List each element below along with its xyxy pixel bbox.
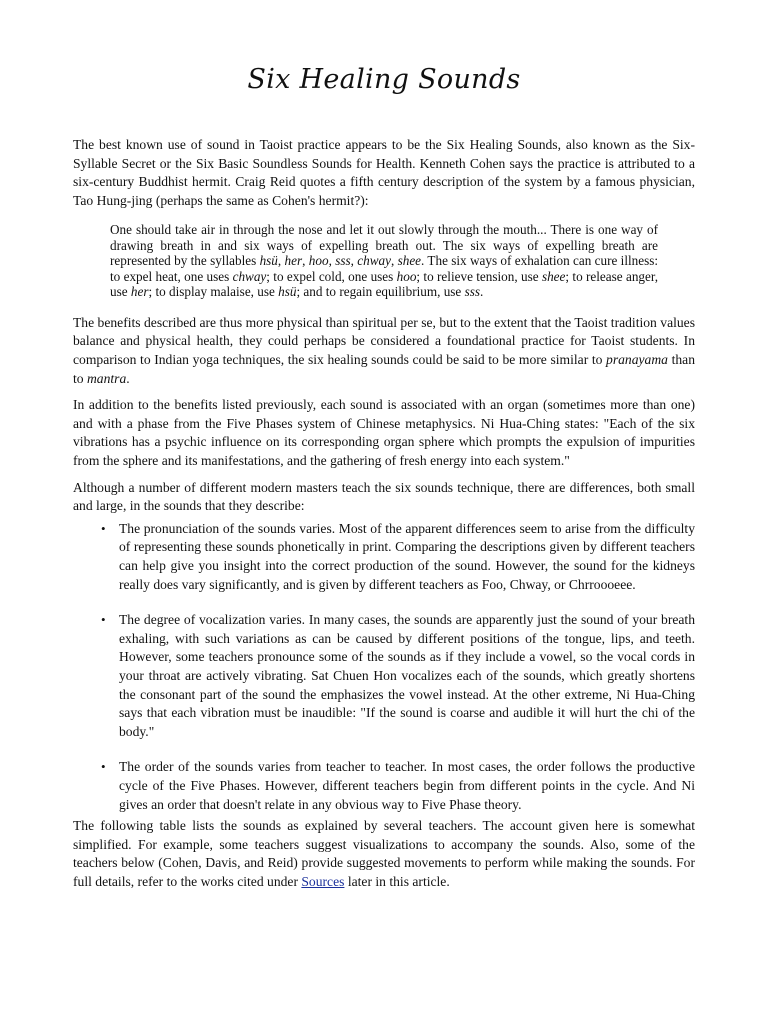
- quote-text: One should take air in through the nose and let it out slowly through the mouth... There is one way of drawing breath in and six ways of expelling breath out. The six ways of expelling breath are represented by the syllables: [110, 222, 658, 269]
- emphasis-mantra: mantra: [86, 370, 127, 386]
- quote-text: . The six ways of exhalation can cure illness: to expel heat, one uses: [110, 253, 659, 284]
- paragraph-text: later in this article.: [344, 873, 450, 889]
- intro-paragraph: The best known use of sound in Taoist practice appears to be the Six Healing Sounds, also known as the Six-Syllable Secret or the Six Basic Soundless Sounds for Health. Kenneth Cohen says the practice is attributed to a six-century Buddhist hermit. Craig Reid quotes a fifth century description of the system by a famous physician, Tao Hung-jing (perhaps the same as Cohen's hermit?):: [73, 137, 695, 208]
- bullet-icon: •: [101, 612, 106, 628]
- table-intro-paragraph: [73, 817, 695, 891]
- paragraph-text: The following table lists the sounds as explained by several teachers. The account given here is somewhat simplified. For example, some teachers suggest visualizations to accompany the sounds. Also, some of the teachers below (Cohen, Davis, and Reid) provide suggested movements to perform while making the sounds. For full details, refer to the works cited under: [73, 818, 695, 889]
- syllable: hsü: [278, 284, 297, 300]
- paragraph-text: than to: [73, 352, 695, 386]
- paragraph-text: The benefits described are thus more physical than spiritual per se, but to the extent that the Taoist tradition values balance and physical health, they could perhaps be considered a foundational practice for Taoist students. In comparison to Indian yoga techniques, the six healing sounds could be said to be more similar to: [73, 314, 695, 368]
- syllable: sss: [335, 253, 351, 269]
- page-title: Six Healing Sounds: [247, 64, 521, 95]
- syllable: hoo: [396, 268, 417, 284]
- list-item-text: The degree of vocalization varies. In many cases, the sounds are apparently just the sound of your breath exhaling, with such variations as can be caused by different positions of the tongue, lips, and teeth. However, some teachers pronounce some of the sounds as if they include a vowel, so the vocal cords in your throat are actively vibrating. Sat Chuen Hon vocalizes each of the sounds, which greatly shortens the consonant part of the sound the emphasizes the vowel instead. At the other extreme, Ni Hua-Ching says that each vibration must be inaudible: "If the sound is coarse and audible it will hurt the chi of the body.": [119, 612, 695, 739]
- differences-paragraph: Although a number of different modern masters teach the six sounds technique, there are differences, both small and large, in the sounds that they describe:: [73, 479, 695, 514]
- quote-text: .: [479, 284, 484, 300]
- syllable: shee: [397, 253, 422, 269]
- paragraph-text: .: [126, 370, 130, 386]
- bullet-icon: •: [101, 520, 106, 536]
- quote-text: ; to expel cold, one uses: [266, 268, 397, 284]
- separator: ,: [390, 253, 398, 269]
- document-page: [73, 62, 695, 900]
- separator: ,: [350, 253, 358, 269]
- syllable: her: [130, 284, 149, 300]
- list-item: [101, 611, 695, 741]
- organs-paragraph: In addition to the benefits listed previously, each sound is associated with an organ (sometimes more than one) and with a phase from the Five Phases system of Chinese metaphysics. Ni Hua-Ching states: "Each of the six vibrations has a psychic influence on its corresponding organ sphere which prompts the expulsion of impurities from the sphere and its manifestations, and the gathering of fresh energy into each system.": [73, 397, 695, 469]
- emphasis-pranayama: pranayama: [606, 352, 668, 368]
- separator: ,: [277, 253, 285, 269]
- list-item: [101, 520, 695, 594]
- separator: ,: [328, 253, 336, 269]
- syllable: chway: [357, 253, 391, 269]
- syllable: sss: [464, 284, 480, 300]
- syllable: her: [284, 253, 303, 269]
- syllable: hoo: [308, 253, 329, 269]
- quote-text: ; to release anger, use: [110, 268, 659, 300]
- quote-text: ; and to regain equilibrium, use: [296, 284, 465, 300]
- block-quote: [110, 222, 658, 300]
- list-item-text: The order of the sounds varies from teacher to teacher. In most cases, the order follows the productive cycle of the Five Phases. However, different teachers begin from different points in the cycle. And Ni gives an order that doesn't relate in any obvious way to Five Phase theory.: [119, 759, 695, 812]
- syllable: shee: [541, 268, 566, 284]
- differences-list: [73, 520, 695, 814]
- sources-link[interactable]: Sources: [301, 873, 345, 889]
- syllable: chway: [232, 268, 267, 284]
- benefits-paragraph: [73, 314, 695, 388]
- list-item: [101, 758, 695, 814]
- quote-text: ; to relieve tension, use: [416, 268, 542, 284]
- bullet-icon: •: [101, 759, 106, 775]
- quote-text: ; to display malaise, use: [148, 284, 279, 300]
- separator: ,: [302, 253, 309, 269]
- list-item-text: The pronunciation of the sounds varies. Most of the apparent differences seem to arise from the difficulty of representing these sounds phonetically in print. Comparing the descriptions given by different teachers can help give you insight into the correct production of the sound. However, the sound for the kidneys really does vary significantly, and is given by different teachers as Foo, Chway, or Chrroooeee.: [119, 520, 695, 592]
- syllable: hsü: [259, 253, 278, 269]
